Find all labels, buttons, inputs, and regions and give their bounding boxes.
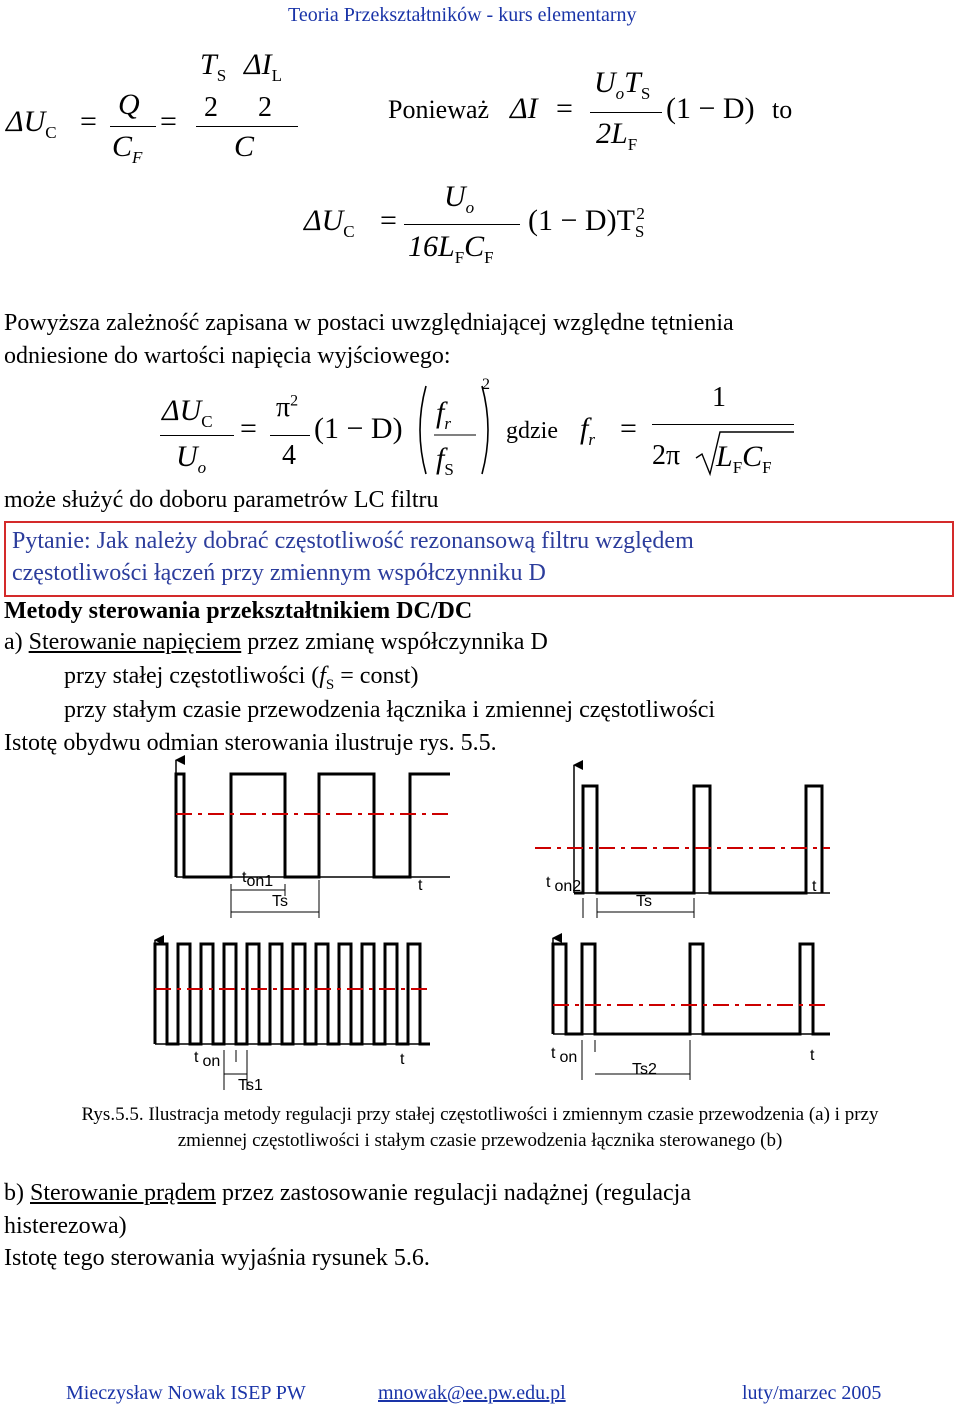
eq4-fr-den: f	[436, 442, 445, 475]
eq2-num-sub: o	[615, 84, 625, 103]
eq4-pi-bar	[270, 435, 310, 436]
eq4-rhs-bar	[652, 424, 794, 425]
eq2-num2-sub: S	[640, 84, 651, 103]
item-a-prefix: a)	[4, 629, 29, 655]
eq3-factor-sup: 2	[636, 204, 645, 223]
eq1-f2-num-b: ΔI	[244, 48, 272, 81]
eq2-lead: Ponieważ	[388, 95, 490, 124]
eq1-f2-den-c: C	[234, 130, 255, 163]
eq1-f1-num: Q	[118, 88, 140, 121]
label-ton1: ton1	[242, 869, 274, 890]
eq1-f1-den-sub: F	[132, 148, 143, 167]
eq3-den2: C	[464, 230, 485, 263]
eq4-lhs-num-sub: C	[201, 412, 213, 431]
eq2-equals: =	[556, 92, 573, 125]
panel-d-pulses	[553, 944, 830, 1034]
eq2-den-sub: F	[627, 135, 638, 154]
eq4-rhs-num: 1	[712, 382, 726, 413]
panel-d-waveform	[553, 938, 830, 1080]
eq4-fr-num-sub: r	[444, 414, 451, 433]
section-heading: Metody sterowania przekształtnikiem DC/DC	[4, 598, 473, 624]
panel-c-waveform	[155, 940, 430, 1090]
item-a-sub1-suffix: = const)	[334, 663, 419, 689]
eq2-num: U	[594, 66, 616, 99]
label-ts1: Ts1	[238, 1077, 263, 1094]
eq1-f2-bar	[196, 126, 298, 127]
item-b-rest: przez zastosowanie regulacji nadążnej (regulacja	[215, 1180, 692, 1206]
eq4-four: 4	[282, 440, 296, 471]
footer-date: luty/marzec 2005	[742, 1382, 882, 1404]
item-a-sub1-fsub: S	[325, 676, 335, 693]
label-ts-b: Ts	[636, 893, 652, 910]
eq4-lhs-bar	[160, 435, 234, 436]
page-header-title: Teoria Przekształtników - kurs elementarny	[288, 4, 637, 26]
eq4-fr-den-sub: S	[444, 460, 454, 479]
eq1-equals-2: =	[160, 105, 177, 138]
eq4-pi: π	[276, 392, 291, 423]
eq3-den: 16L	[408, 230, 455, 263]
footer-author: Mieczysław Nowak ISEP PW	[66, 1382, 306, 1404]
figure-caption-line-1: Rys.5.5. Ilustracja metody regulacji przy stałej częstotliwości i zmiennym czasie przewodzenia (a) i przy	[81, 1104, 879, 1125]
eq1-f2-den-b: 2	[258, 92, 272, 123]
eq4-exp: 2	[482, 376, 490, 393]
eq2-den: 2L	[596, 117, 628, 150]
label-ton2: t on2	[546, 874, 582, 895]
label-ton-d: t on	[551, 1045, 578, 1066]
item-a-underlined: Sterowanie napięciem	[28, 629, 242, 655]
eq4-rhs-root: L	[716, 440, 733, 473]
eq4-rhs-root-sub: F	[732, 458, 743, 477]
eq3-lhs: ΔU	[304, 204, 344, 237]
panel-c-pulses	[155, 944, 430, 1044]
panel-b-pulses	[574, 786, 822, 893]
eq4-pi-sup: 2	[290, 392, 299, 410]
eq4-gdzie: gdzie	[506, 418, 558, 444]
eq2-num2: T	[624, 66, 641, 99]
eq1-equals: =	[80, 105, 97, 138]
panel-a-pulses	[176, 774, 450, 877]
footer-email-link[interactable]: mnowak@ee.pw.edu.pl	[378, 1382, 566, 1404]
eq4-rhs-den: 2π	[652, 440, 681, 471]
figure-caption-line-2: zmiennej częstotliwości i stałym czasie przewodzenia łącznika sterowanego (b)	[177, 1130, 783, 1151]
eq2-bar	[590, 112, 662, 113]
panel-a-waveform	[176, 760, 450, 918]
eq4-fr-num: f	[436, 396, 445, 429]
eq1-f2-num-a-sub: S	[216, 66, 227, 85]
eq1-lhs: ΔU	[6, 105, 46, 138]
label-t-a: t	[418, 877, 423, 894]
eq4-equals: =	[240, 412, 257, 445]
eq1-f2-num-a: T	[200, 48, 217, 81]
item-a	[4, 629, 548, 656]
item-a-sub-2: przy stałym czasie przewodzenia łącznika i zmiennej częstotliwości	[64, 697, 716, 723]
paragraph-3: Istotę obydwu odmian sterowania ilustruje rys. 5.5.	[4, 730, 497, 756]
eq4-factor: (1 − D)	[314, 412, 403, 445]
label-ts-a: Ts	[272, 893, 288, 910]
eq1-f1-bar	[110, 126, 156, 127]
eq4-rhs-root2: C	[742, 440, 763, 473]
eq2-tail: to	[772, 95, 793, 124]
paragraph-1-line-1: Powyższa zależność zapisana w postaci uwzględniającej względne tętnienia	[4, 310, 734, 336]
eq3-den-sub: F	[454, 248, 465, 267]
eq1-f1-den: C	[112, 130, 133, 163]
eq3-factor-sub: S	[634, 222, 645, 241]
item-a-sub-1	[64, 663, 418, 694]
question-line-1: Pytanie: Jak należy dobrać częstotliwość rezonansową filtru względem	[12, 528, 694, 554]
eq1-f2-den-a: 2	[204, 92, 218, 123]
eq4-lhs-den: U	[176, 440, 198, 473]
eq1-f2-num-b-sub: L	[271, 66, 282, 85]
eq3-factor: (1 − D)T	[528, 204, 635, 237]
eq2-lhs: ΔI	[510, 92, 538, 125]
label-t-c: t	[400, 1051, 405, 1068]
eq2-factor: (1 − D)	[666, 92, 755, 125]
item-a-sub1-prefix: przy stałej częstotliwości (	[64, 663, 320, 689]
eq4-fr-sub: r	[588, 430, 595, 449]
eq1-lhs-sub: C	[45, 123, 57, 142]
paragraph-1-line-2: odniesione do wartości napięcia wyjściowego:	[4, 343, 451, 369]
eq4-fr: f	[580, 412, 589, 445]
item-b	[4, 1180, 691, 1207]
eq3-bar	[404, 224, 520, 225]
eq4-paren-svg	[412, 382, 496, 478]
question-line-2: częstotliwości łączeń przy zmiennym współczynniku D	[12, 560, 546, 586]
item-b-underlined: Sterowanie prądem	[30, 1180, 216, 1206]
item-a-rest: przez zmianę współczynnika D	[241, 629, 548, 655]
eq3-num-sub: o	[465, 198, 475, 217]
label-t-b: t	[812, 878, 817, 895]
item-b-line-2: histerezowa)	[4, 1213, 127, 1239]
eq4-lhs-den-sub: o	[197, 458, 207, 477]
eq4-rhs-root2-sub: F	[762, 458, 772, 477]
label-ton-c: t on	[194, 1049, 221, 1070]
item-b-prefix: b)	[4, 1180, 30, 1206]
eq3-lhs-sub: C	[343, 222, 355, 241]
eq3-equals: =	[380, 204, 397, 237]
paragraph-2: może służyć do doboru parametrów LC filtru	[4, 487, 439, 513]
eq4-lhs-num: ΔU	[162, 394, 202, 427]
eq4-equals-2: =	[620, 412, 637, 445]
eq3-den2-sub: F	[484, 248, 494, 267]
figure-5-5	[0, 750, 960, 1100]
label-t-d: t	[810, 1047, 815, 1064]
paragraph-4: Istotę tego sterowania wyjaśnia rysunek 5.6.	[4, 1245, 430, 1271]
eq3-num: U	[444, 180, 466, 213]
item-a-sub1-f: f	[319, 663, 326, 689]
question-box	[4, 521, 954, 597]
label-ts2: Ts2	[632, 1061, 657, 1078]
panel-b-waveform	[535, 765, 830, 918]
